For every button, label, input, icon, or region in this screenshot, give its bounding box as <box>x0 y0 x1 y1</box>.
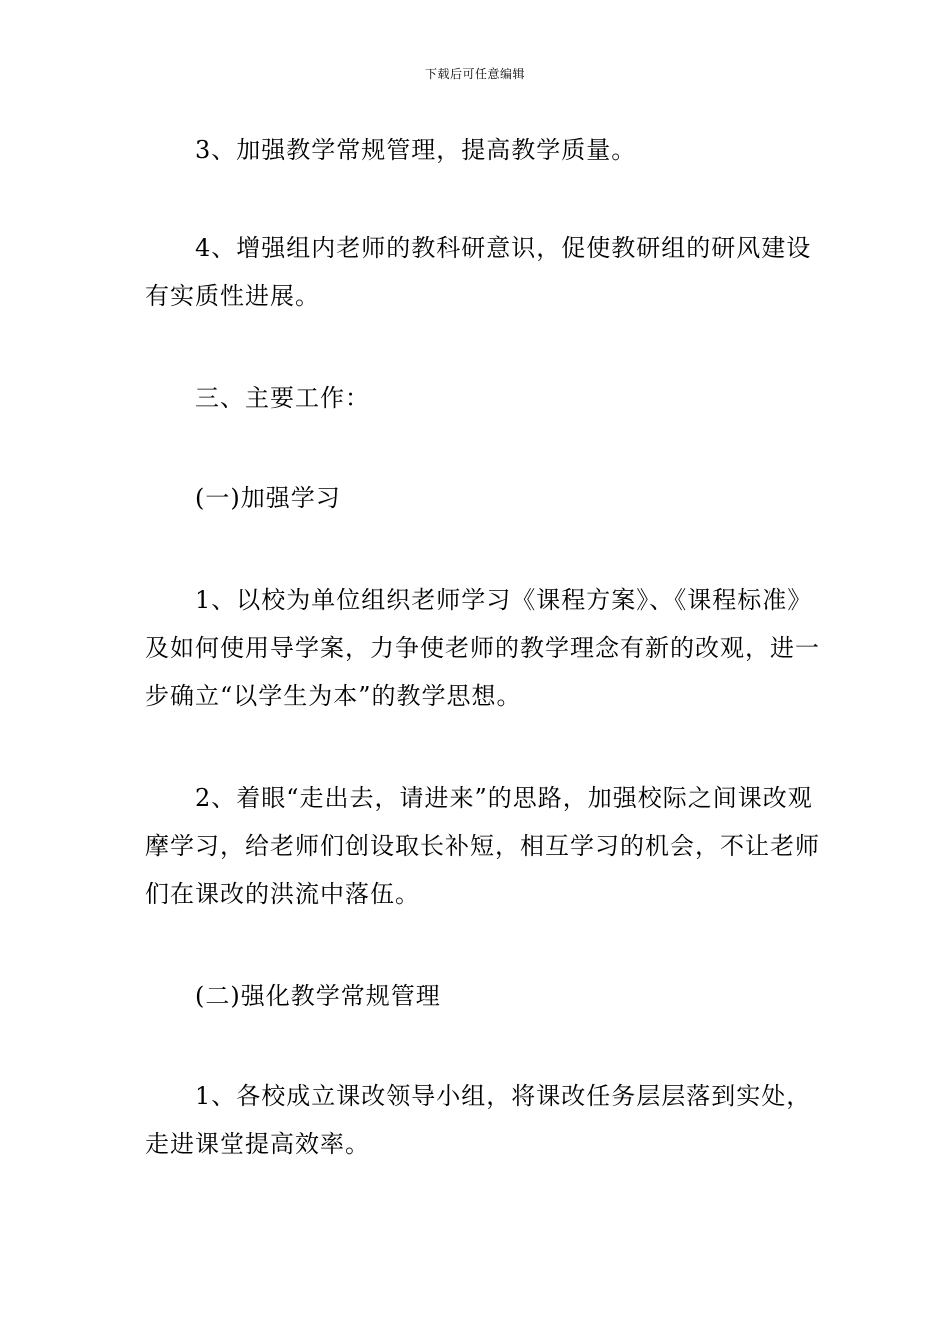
subsection-heading-routine-management: (二)强化教学常规管理 <box>195 982 441 1010</box>
paragraph-goal-4: 4、增强组内老师的教科研意识，促使教研组的研风建设有实质性进展。 <box>145 234 812 310</box>
section-heading-main-work: 三、主要工作： <box>195 384 370 412</box>
paragraph-learning-1: 1、以校为单位组织老师学习《课程方案》、《课程标准》及如何使用导学案，力争使老师的教学理念有新的改观，进一步确立“以学生为本”的教学思想。 <box>145 586 820 710</box>
paragraph-learning-2: 2、着眼“走出去，请进来”的思路，加强校际之间课改观摩学习，给老师们创设取长补短，相互学习的机会，不让老师们在课改的洪流中落伍。 <box>145 784 820 908</box>
subsection-heading-strengthen-learning: (一)加强学习 <box>195 484 341 512</box>
page-header-note: 下载后可任意编辑 <box>424 67 525 81</box>
paragraph-management-1: 1、各校成立课改领导小组，将课改任务层层落到实处，走进课堂提高效率。 <box>145 1082 812 1158</box>
paragraph-goal-3: 3、加强教学常规管理，提高教学质量。 <box>195 136 637 164</box>
